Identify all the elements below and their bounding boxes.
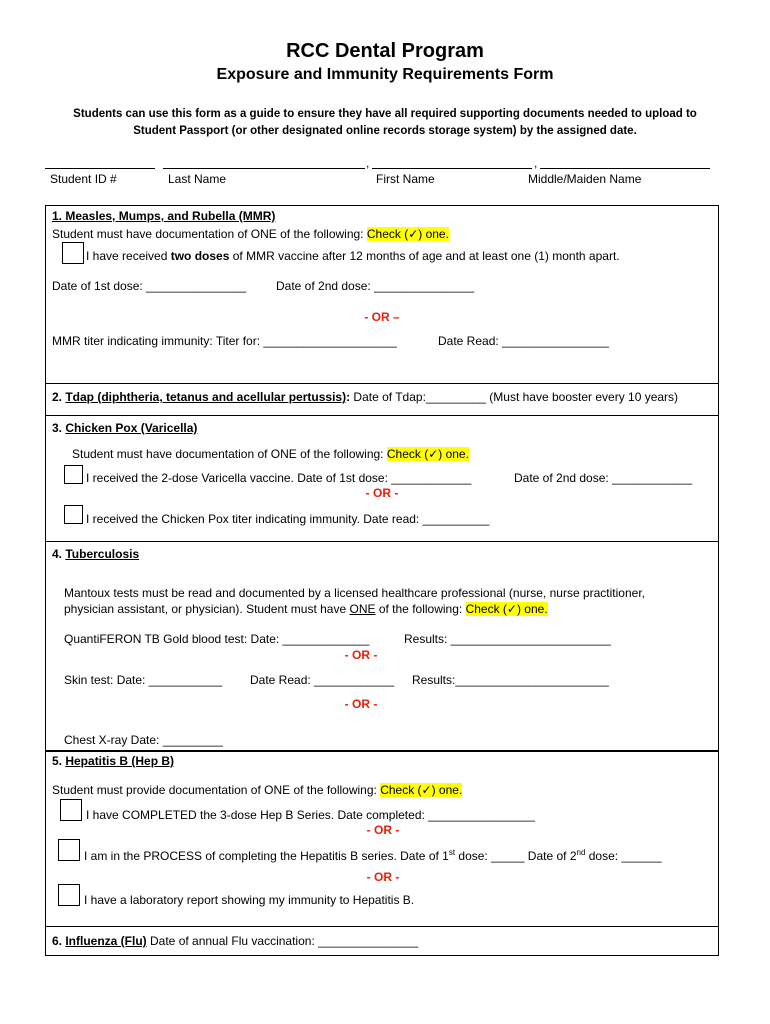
hepb-or-divider-1: - OR - xyxy=(366,823,400,837)
varicella-titer-checkbox[interactable] xyxy=(64,505,83,524)
tdap-prefix: 2. xyxy=(52,390,66,404)
varicella-heading xyxy=(52,421,197,435)
mmr-heading xyxy=(52,209,275,223)
hepb-option2-c: dose: ______ xyxy=(585,849,662,863)
mmr-titer-field[interactable]: MMR titer indicating immunity: Titer for: ____________________ xyxy=(52,334,397,348)
tb-instruction-line1: Mantoux tests must be read and documented by a licensed healthcare professional (nurse, nurse practitioner, xyxy=(64,586,645,600)
hepb-or-divider-2: - OR - xyxy=(366,870,400,884)
hepb-lab-report-checkbox[interactable] xyxy=(58,884,80,906)
tb-quantiferon-date[interactable]: QuantiFERON TB Gold blood test: Date: _____________ xyxy=(64,632,370,646)
tb-chest-xray-date[interactable]: Chest X-ray Date: _________ xyxy=(64,733,223,747)
section-varicella xyxy=(45,415,719,542)
section-tdap xyxy=(45,383,719,416)
varicella-check-one: Check (✓) one. xyxy=(386,447,469,461)
mmr-heading-text: 1. Measles, Mumps, and Rubella (MMR) xyxy=(52,209,276,223)
instructions-text: Students can use this form as a guide to ensure they have all required supporting documents needed to upload to Student Passport (or other designated online records storage system) by the assigned date. xyxy=(73,108,697,137)
tb-instruction-pre: physician assistant, or physician). Student must have xyxy=(64,602,350,616)
tb-heading xyxy=(52,547,139,561)
varicella-option-vaccine[interactable]: I received the 2-dose Varicella vaccine. Date of 1st dose: ____________ xyxy=(86,471,472,485)
hepb-option2-sup1: st xyxy=(448,848,456,857)
tb-skin-date-read[interactable]: Date Read: ____________ xyxy=(250,673,395,687)
middle-name-line[interactable] xyxy=(540,168,710,169)
mmr-instruction-text: Student must have documentation of ONE of the following: xyxy=(52,227,367,241)
varicella-option-titer[interactable]: I received the Chicken Pox titer indicating immunity. Date read: __________ xyxy=(86,512,490,526)
tb-instruction-post: of the following: xyxy=(375,602,466,616)
tb-or-divider-1: - OR - xyxy=(344,648,378,662)
first-name-label: First Name xyxy=(376,172,435,186)
form-title: RCC Dental Program xyxy=(286,40,484,62)
student-id-line[interactable] xyxy=(45,168,155,169)
hepb-check-one: Check (✓) one. xyxy=(380,783,463,797)
mmr-option1-post: of MMR vaccine after 12 months of age and at least one (1) month apart. xyxy=(229,249,620,263)
mmr-date-second-dose[interactable]: Date of 2nd dose: _______________ xyxy=(276,279,475,293)
section-hepatitis-b xyxy=(45,750,719,927)
tdap-date-field[interactable]: Date of Tdap:_________ (Must have booster every 10 years) xyxy=(350,390,679,404)
section-tuberculosis xyxy=(45,541,719,752)
tb-instruction-line2 xyxy=(64,602,548,616)
hepb-completed-checkbox[interactable] xyxy=(60,799,82,821)
mmr-titer-date-read[interactable]: Date Read: ________________ xyxy=(438,334,609,348)
last-name-label: Last Name xyxy=(168,172,227,186)
tb-heading-text: Tuberculosis xyxy=(65,547,140,561)
flu-prefix: 6. xyxy=(52,934,66,948)
mmr-check-one: Check (✓) one. xyxy=(366,227,449,241)
form-subtitle: Exposure and Immunity Requirements Form xyxy=(216,66,554,83)
tb-prefix: 4. xyxy=(52,547,66,561)
hepb-heading-text: Hepatitis B (Hep B) xyxy=(65,754,175,768)
mmr-option1-pre: I have received xyxy=(86,249,171,263)
tb-skin-results[interactable]: Results:_______________________ xyxy=(412,673,609,687)
mmr-option-two-doses xyxy=(86,249,620,263)
hepb-option2-b: dose: _____ Date of 2 xyxy=(455,849,577,863)
varicella-instruction xyxy=(72,447,469,461)
section-mmr xyxy=(45,205,719,384)
tdap-heading: Tdap (diphtheria, tetanus and acellular pertussis) xyxy=(65,390,347,404)
form-instructions xyxy=(0,106,770,140)
hepb-option-lab-report[interactable]: I have a laboratory report showing my immunity to Hepatitis B. xyxy=(84,893,415,907)
tb-quantiferon-results[interactable]: Results: ________________________ xyxy=(404,632,611,646)
comma-2: , xyxy=(534,156,538,170)
hepb-heading xyxy=(52,754,174,768)
varicella-instruction-text: Student must have documentation of ONE of the following: xyxy=(72,447,387,461)
flu-heading: Influenza (Flu) xyxy=(65,934,147,948)
mmr-instruction xyxy=(52,227,449,241)
tb-skin-test-date[interactable]: Skin test: Date: ___________ xyxy=(64,673,223,687)
tb-or-divider-2: - OR - xyxy=(344,697,378,711)
mmr-or-divider: - OR – xyxy=(364,310,400,324)
first-name-line[interactable] xyxy=(372,168,532,169)
mmr-two-doses-checkbox[interactable] xyxy=(62,242,84,264)
tb-instruction-one: ONE xyxy=(349,602,376,616)
last-name-line[interactable] xyxy=(163,168,365,169)
varicella-prefix: 3. xyxy=(52,421,66,435)
hepb-instruction-text: Student must provide documentation of ONE of the following: xyxy=(52,783,381,797)
hepb-option2-a: I am in the PROCESS of completing the Hepatitis B series. Date of 1 xyxy=(84,849,449,863)
hepb-prefix: 5. xyxy=(52,754,66,768)
mmr-option1-bold: two doses xyxy=(170,249,230,263)
tb-check-one: Check (✓) one. xyxy=(465,602,548,616)
tdap-line xyxy=(52,390,678,404)
varicella-second-dose[interactable]: Date of 2nd dose: ____________ xyxy=(514,471,693,485)
mmr-date-first-dose[interactable]: Date of 1st dose: _______________ xyxy=(52,279,247,293)
comma-1: , xyxy=(366,156,370,170)
flu-line xyxy=(52,934,418,948)
hepb-option2-sup2: nd xyxy=(576,848,586,857)
hepb-option-in-process[interactable] xyxy=(84,848,662,863)
varicella-vaccine-checkbox[interactable] xyxy=(64,465,83,484)
middle-name-label: Middle/Maiden Name xyxy=(528,172,642,186)
tdap-colon: : xyxy=(346,390,351,404)
hepb-option-completed[interactable]: I have COMPLETED the 3-dose Hep B Series. Date completed: ________________ xyxy=(86,808,535,822)
student-id-label: Student ID # xyxy=(50,172,117,186)
section-influenza xyxy=(45,926,719,956)
hepb-in-process-checkbox[interactable] xyxy=(58,839,80,861)
hepb-instruction xyxy=(52,783,462,797)
varicella-or-divider: - OR - xyxy=(365,486,399,500)
varicella-heading-text: Chicken Pox (Varicella) xyxy=(65,421,198,435)
flu-date-field[interactable]: Date of annual Flu vaccination: _______________ xyxy=(146,934,419,948)
